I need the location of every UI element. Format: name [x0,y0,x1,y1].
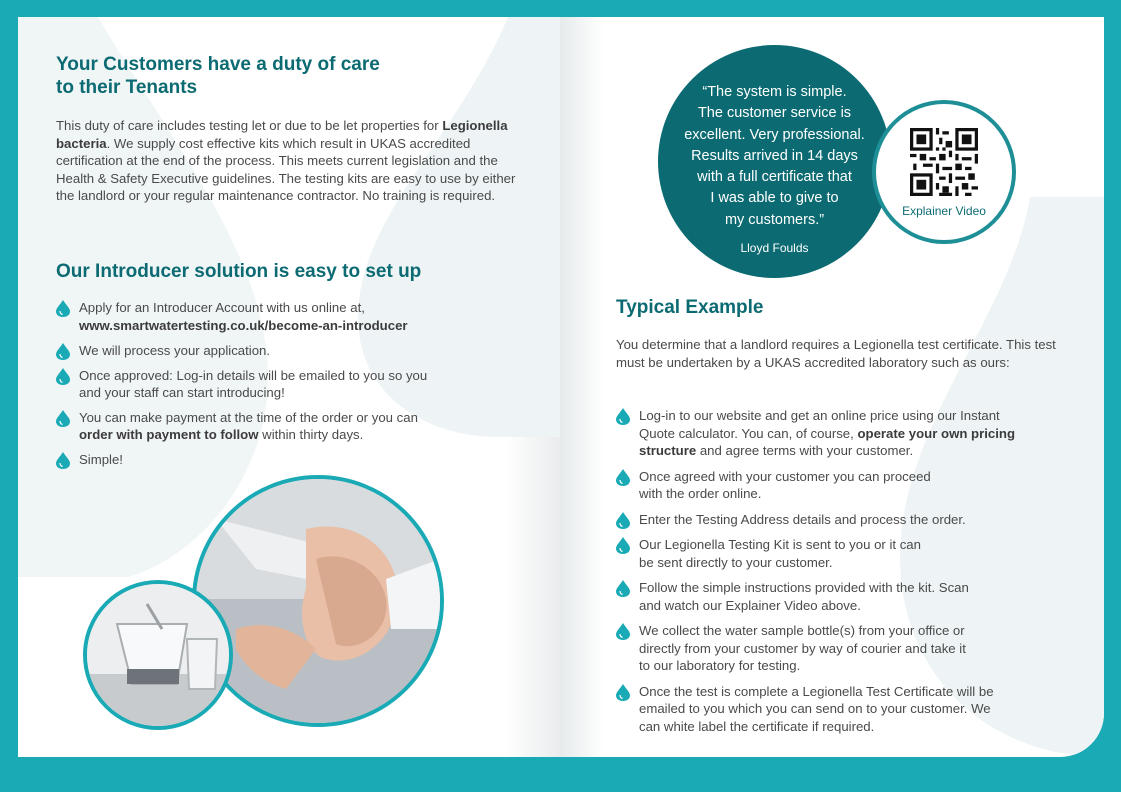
list-item: Follow the simple instructions provided with the kit. Scan and watch our Explainer Video above. [616,579,989,614]
glassware-illustration [87,584,229,726]
water-drop-icon [56,343,70,360]
duty-of-care-heading: Your Customers have a duty of care to their Tenants [56,54,380,98]
duty-of-care-paragraph: This duty of care includes testing let or due to be let properties for Legionella bacteria. We supply cost effective kits which result in UKAS accredited certification at the end of the process. This meets current legislation and the Health & Safety Executive guidelines. The testing kits are easy to use by either the landlord or your regular maintenance contractor. No training is required. [56,118,516,203]
water-drop-icon [56,410,70,427]
testimonial-circle [658,45,891,278]
water-drop-icon [616,512,630,529]
list-item: Once approved: Log-in details will be emailed to you so you and your staff can start introducing! [56,367,439,402]
water-drop-icon [616,623,630,640]
list-item: Once the test is complete a Legionella Test Certificate will be emailed to you which you can send on to your customer. We can white label the certificate if required. [616,683,1009,736]
water-drop-icon [616,469,630,486]
water-drop-icon [616,537,630,554]
lab-glassware-photo [83,580,233,730]
list-item: We collect the water sample bottle(s) from your office or directly from your customer by way of courier and take it to our laboratory for testing. [616,622,969,675]
qr-code-icon[interactable] [910,128,978,196]
handshake-photo [192,475,444,727]
water-drop-icon [616,580,630,597]
list-item: You can make payment at the time of the order or you can order with payment to follow within thirty days. [56,409,449,444]
list-item: Our Legionella Testing Kit is sent to you or it can be sent directly to your customer. [616,536,929,571]
list-item: Enter the Testing Address details and process the order. [616,511,1016,529]
list-item: Apply for an Introducer Account with us online at, www.smartwatertesting.co.uk/become-an-introducer [56,299,456,334]
water-drop-watermark [18,17,278,577]
handshake-illustration [196,479,440,723]
water-drop-icon [616,684,630,701]
water-drop-icon [56,368,70,385]
process-steps-list [616,407,1016,735]
typical-example-heading: Typical Example [616,297,764,318]
introducer-steps-list [56,299,456,468]
typical-example-intro: You determine that a landlord requires a Legionella test certificate. This test must be undertaken by a UKAS accredited laboratory such as ours: [616,337,1056,370]
list-item: Simple! [56,451,456,469]
testimonial-quote: “The system is simple. The customer service is excellent. Very professional. Results arrived in 14 days with a full certificate that I was able to give to my customers.” [684,84,865,228]
explainer-video-qr[interactable] [872,100,1016,244]
list-item: We will process your application. [56,342,456,360]
explainer-video-label: Explainer Video [902,204,986,218]
water-drop-icon [616,408,630,425]
list-item: Once agreed with your customer you can proceed with the order online. [616,468,939,503]
left-page [18,17,560,757]
testimonial-author: Lloyd Foulds [740,241,809,255]
water-drop-icon [56,452,70,469]
list-item: Log-in to our website and get an online price using our Instant Quote calculator. You can, of course, operate your own pricing structure and agree terms with your customer. [616,407,1016,460]
water-drop-icon [56,300,70,317]
introducer-heading: Our Introducer solution is easy to set up [56,261,422,282]
